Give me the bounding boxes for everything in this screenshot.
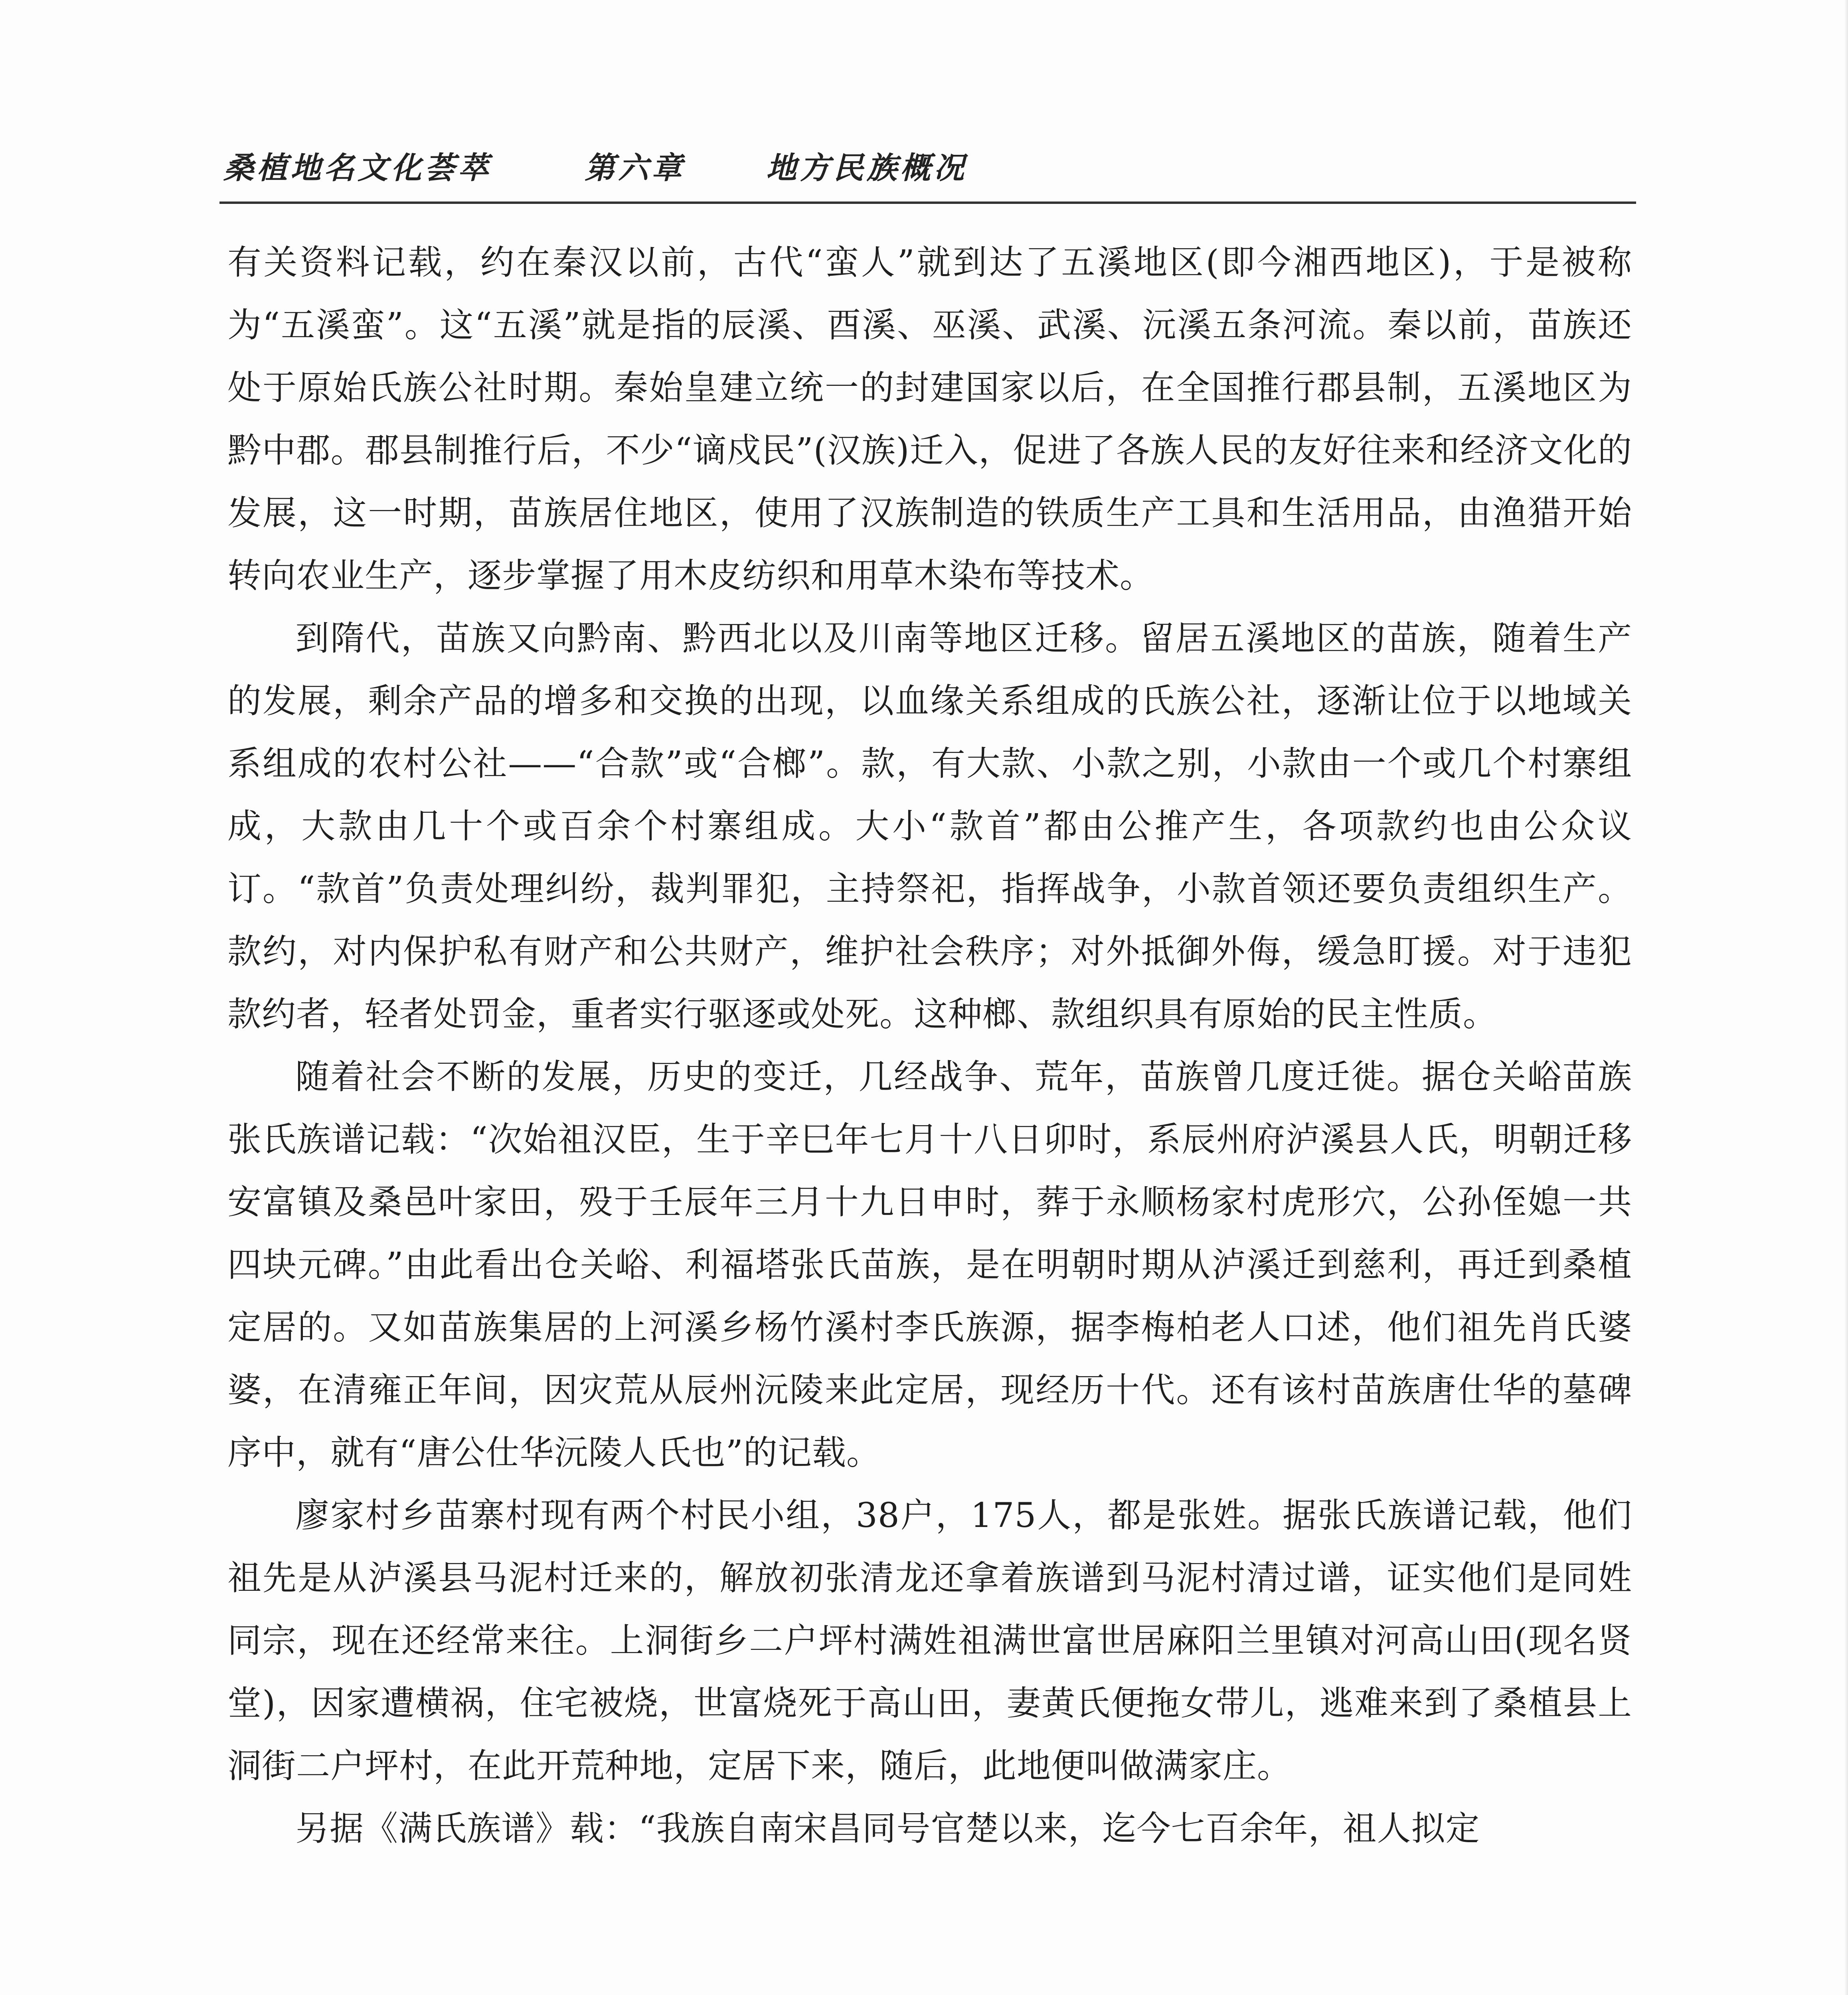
running-header [219, 144, 1636, 192]
header-rule [219, 201, 1636, 204]
section-title: 地方民族概况 [766, 150, 967, 186]
paragraph-5: 另据《满氏族谱》载：“我族自南宋昌同号官楚以来，迄今七百余年，祖人拟定 [295, 1809, 1480, 1849]
paragraph-3: 随着社会不断的发展，历史的变迁，几经战争、荒年，苗族曾几度迁徙。据仓关峪苗族张氏族谱记载：“次始祖汉臣，生于辛巳年七月十八日卯时，系辰州府泸溪县人氏，明朝迁移安富镇及桑邑叶家田，殁于壬辰年三月十九日申时，葬于永顺杨家村虎形穴，公孙侄媳一共四块元碑。”由此看出仓关峪、利福塔张氏苗族，是在明朝时期从泸溪迁到慈利，再迁到桑植定居的。又如苗族集居的上河溪乡杨竹溪村李氏族源，据李梅柏老人口述，他们祖先肖氏婆婆，在清雍正年间，因灾荒从辰州沅陵来此定居，现经历十代。还有该村苗族唐仕华的墓碑序中，就有“唐公仕华沅陵人氏也”的记载。 [227, 1057, 1632, 1473]
page-edge-shadow [1844, 0, 1848, 1995]
paragraph-2: 到隋代，苗族又向黔南、黔西北以及川南等地区迁移。留居五溪地区的苗族，随着生产的发展，剩余产品的增多和交换的出现，以血缘关系组成的氏族公社，逐渐让位于以地域关系组成的农村公社——“合款”或“合榔”。款，有大款、小款之别，小款由一个或几个村寨组成，大款由几十个或百余个村寨组成。大小“款首”都由公推产生，各项款约也由公众议订。“款首”负责处理纠纷，裁判罪犯，主持祭祀，指挥战争，小款首领还要负责组织生产。款约，对内保护私有财产和公共财产，维护社会秩序；对外抵御外侮，缓急盯援。对于违犯款约者，轻者处罚金，重者实行驱逐或处死。这种榔、款组织具有原始的民主性质。 [227, 619, 1632, 1034]
chapter-title: 第六章 [585, 150, 685, 186]
body-text [227, 231, 1632, 1860]
paragraph-1: 有关资料记载，约在秦汉以前，古代“蛮人”就到达了五溪地区(即今湘西地区)，于是被称为“五溪蛮”。这“五溪”就是指的辰溪、酉溪、巫溪、武溪、沅溪五条河流。秦以前，苗族还处于原始氏族公社时期。秦始皇建立统一的封建国家以后，在全国推行郡县制，五溪地区为黔中郡。郡县制推行后，不少“谪戍民”(汉族)迁入，促进了各族人民的友好往来和经济文化的发展，这一时期，苗族居住地区，使用了汉族制造的铁质生产工具和生活用品，由渔猎开始转向农业生产，逐步掌握了用木皮纺织和用草木染布等技术。 [227, 243, 1632, 596]
paragraph-4: 廖家村乡苗寨村现有两个村民小组，38户，175人，都是张姓。据张氏族谱记载，他们祖先是从泸溪县马泥村迁来的，解放初张清龙还拿着族谱到马泥村清过谱，证实他们是同姓同宗，现在还经常来往。上洞街乡二户坪村满姓祖满世富世居麻阳兰里镇对河高山田(现名贤堂)，因家遭横祸，住宅被烧，世富烧死于高山田，妻黄氏便拖女带儿，逃难来到了桑植县上洞街二户坪村，在此开荒种地，定居下来，随后，此地便叫做满家庄。 [227, 1496, 1632, 1786]
book-title: 桑植地名文化荟萃 [223, 150, 492, 186]
